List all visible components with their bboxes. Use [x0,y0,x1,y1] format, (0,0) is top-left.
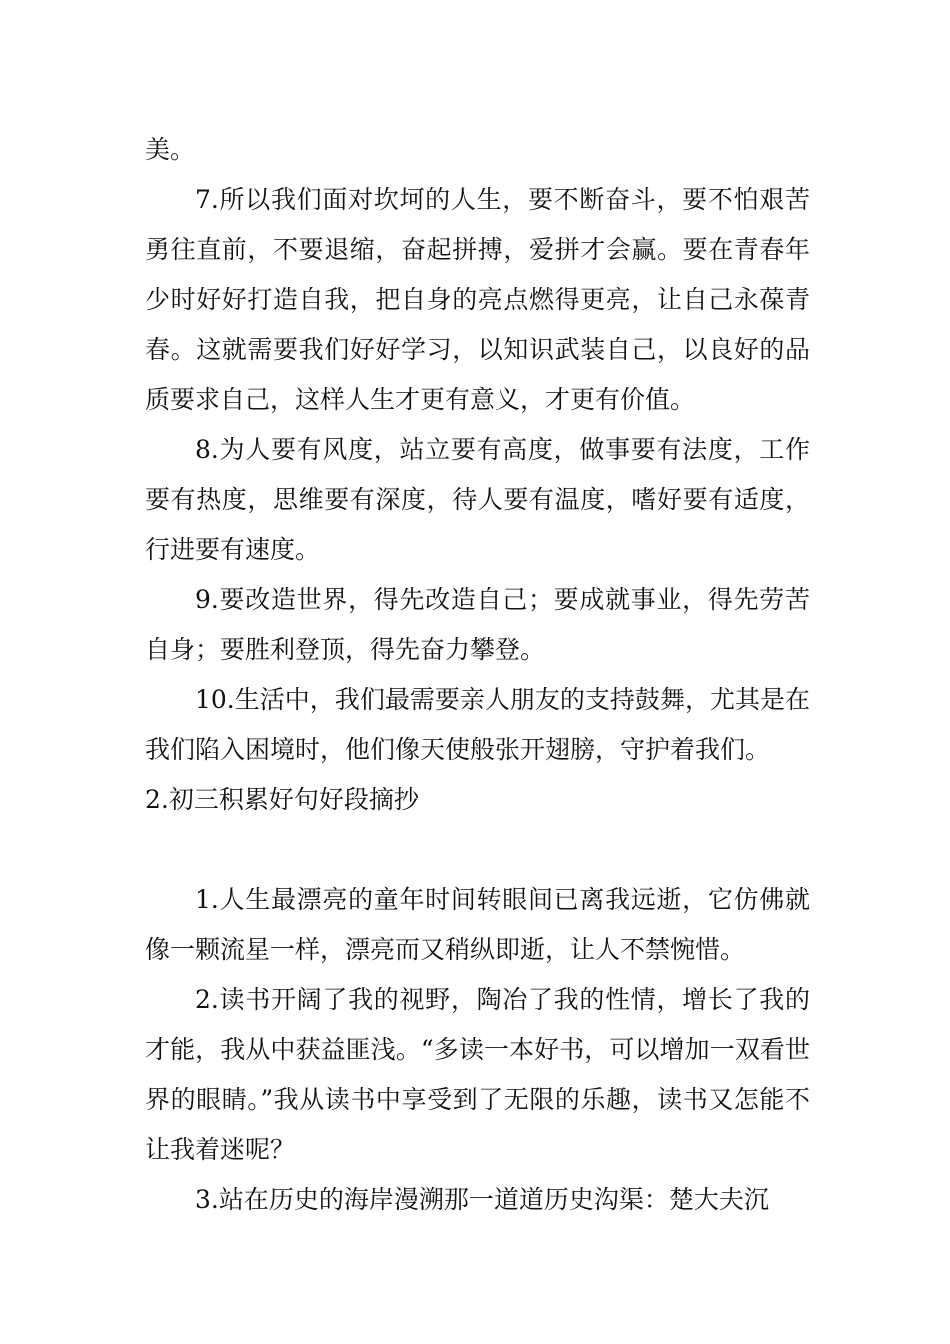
quote-item-9: 9.要改造世界，得先改造自己；要成就事业，得先劳苦自身；要胜利登顶，得先奋力攀登。 [145,585,810,664]
excerpt-item-2: 2.读书开阔了我的视野，陶冶了我的性情，增长了我的才能，我从中获益匪浅。“多读一本好书，可以增加一双看世界的眼睛。”我从读书中享受到了无限的乐趣，读书又怎能不让我着迷呢？ [145,985,810,1164]
document-body [145,125,810,1225]
excerpt-item-1: 1.人生最漂亮的童年时间转眼间已离我远逝，它仿佛就像一颗流星一样，漂亮而又稍纵即逝，让人不禁惋惜。 [145,885,810,964]
quote-item-7: 7.所以我们面对坎坷的人生，要不断奋斗，要不怕艰苦勇往直前，不要退缩，奋起拼搏，爱拼才会赢。要在青春年少时好好打造自我，把自身的亮点燃得更亮，让自己永葆青春。这就需要我们好好学习，以知识武装自己，以良好的品质要求自己，这样人生才更有意义，才更有价值。 [145,185,810,414]
section-gap [145,825,810,875]
excerpt-item-3: 3.站在历史的海岸漫溯那一道道历史沟渠：楚大夫沉 [195,1185,769,1214]
quote-item-8: 8.为人要有风度，站立要有高度，做事要有法度，工作要有热度，思维要有深度，待人要有温度，嗜好要有适度，行进要有速度。 [145,435,810,564]
section-heading: 2.初三积累好句好段摘抄 [145,785,419,814]
quote-item-10: 10.生活中，我们最需要亲人朋友的支持鼓舞，尤其是在我们陷入困境时，他们像天使般张开翅膀，守护着我们。 [145,685,810,764]
paragraph-continuation: 美。 [145,135,196,164]
